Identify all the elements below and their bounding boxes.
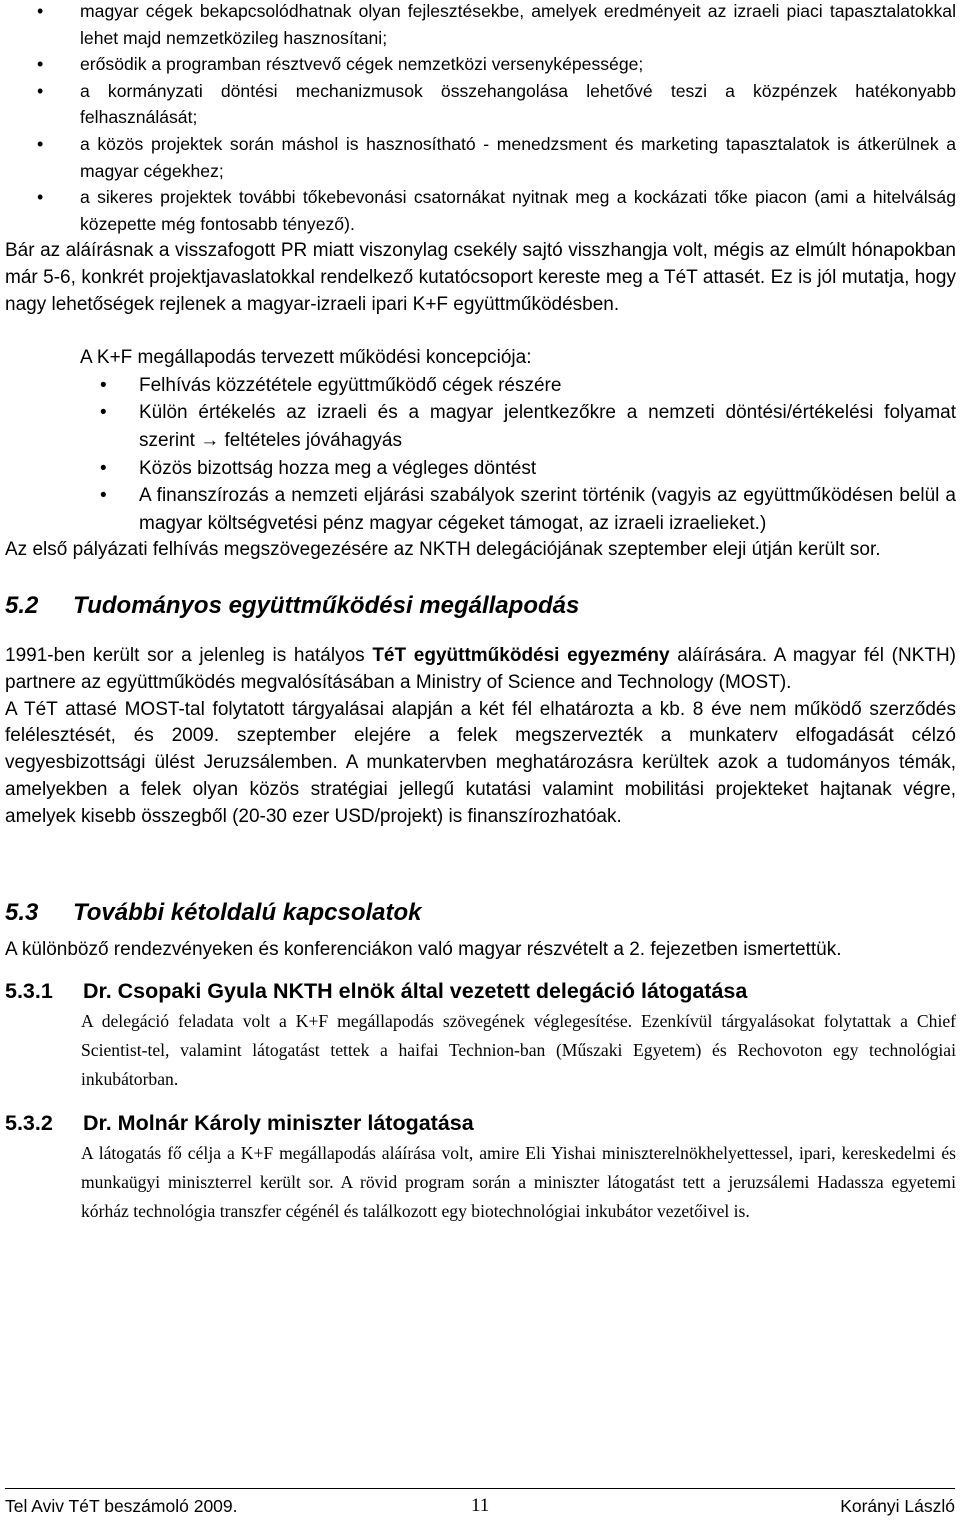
section-heading-5-3: 5.3 További kétoldalú kapcsolatok xyxy=(5,898,422,926)
concept-block xyxy=(5,344,956,538)
paragraph: A különböző rendezvényeken és konferenciákon való magyar részvételt a 2. fejezetben ismertettük. xyxy=(5,938,842,960)
list-item: • a sikeres projektek további tőkebevonási csatornákat nyitnak meg a kockázati tőke piacon (ami a hitelválság közepette még fontosabb tényező). xyxy=(5,184,956,237)
concept-list xyxy=(80,372,956,538)
list-item: • a közös projektek során máshol is hasznosítható - menedzsment és marketing tapasztalatok is átkerülnek a magyar cégekhez; xyxy=(5,131,956,184)
list-item: • A finanszírozás a nemzeti eljárási szabályok szerint történik (vagyis az együttműködésen belül a magyar költségvetési pénz magyar cégeket támogat, az izraeli izraelieket.) xyxy=(80,482,956,537)
footer-title: Tel Aviv TéT beszámoló 2009. xyxy=(5,1496,238,1516)
bullet-icon: • xyxy=(100,485,107,507)
section-heading-5-2: 5.2 Tudományos együttműködési megállapodás xyxy=(5,592,580,620)
bullet-icon: • xyxy=(37,187,44,208)
list-item: • erősödik a programban résztvevő cégek nemzetközi versenyképessége; xyxy=(5,51,956,78)
paragraph: A TéT attasé MOST-tal folytatott tárgyalásai alapján a két fél elhatározta a kb. 8 éve nem működő szerződés felélesztését, és 2009. szeptember elejére a felek megszervezték a munkaterv elfogadását célzó vegyesbizottsági ülést Jeruzsálemben. A munkatervben meghatározásra kerültek azok a tudományos témák, amelyekben a felek olyan közös stratégiai jellegű kutatási valamint mobilitási projekteket hajtanak végre, amelyek kisebb összegből (20-30 ezer USD/projekt) is finanszírozhatóak. xyxy=(5,698,956,827)
paragraph: Bár az aláírásnak a visszafogott PR miatt viszonylag csekély sajtó visszhangja volt, mégis az elmúlt hónapokban már 5-6, konkrét projektjavaslatokkal rendelkező kutatócsoport kereste meg a TéT attasét. Ez is jól mutatja, hogy nagy lehetőségek rejlenek a magyar-izraeli ipari K+F együttműködésben. xyxy=(5,240,956,315)
page-footer xyxy=(5,1488,955,1516)
paragraph: A látogatás fő célja a K+F megállapodás aláírása volt, amire Eli Yishai miniszterelnökhelyettessel, ipari, kereskedelmi és munkaügyi miniszterrel került sor. A rövid program során a miniszter látogatást tett a jeruzsálemi Hadassza egyetemi kórház technológia transzfer cégénél és találkozott egy biotechnológiai inkubátor vezetőivel is. xyxy=(81,1143,956,1222)
bullet-icon: • xyxy=(37,1,44,21)
paragraph: A delegáció feladata volt a K+F megállapodás szövegének véglegesítése. Ezenkívül tárgyalásokat folytattak a Chief Scientist-tel, valamint látogatást tettek a haifai Technion-ban (Műszaki Egyetem) és Rechovoton egy technológiai inkubátorban. xyxy=(81,1011,956,1090)
bullet-icon: • xyxy=(100,457,107,479)
arrow-icon: → xyxy=(200,429,220,451)
list-item: • Felhívás közzététele együttműködő cégek részére xyxy=(80,372,956,400)
list-item: • magyar cégek bekapcsolódhatnak olyan fejlesztésekbe, amelyek eredményeit az izraeli piaci tapasztalatokkal lehet majd nemzetközileg hasznosítani; xyxy=(5,0,956,51)
footer-author: Korányi László xyxy=(840,1496,955,1516)
section-heading-5-3-2: 5.3.2 Dr. Molnár Károly miniszter látogatása xyxy=(5,1111,474,1136)
bullet-icon: • xyxy=(100,374,107,396)
bullet-icon: • xyxy=(100,402,107,424)
bullet-icon: • xyxy=(37,133,44,154)
section-heading-5-3-1: 5.3.1 Dr. Csopaki Gyula NKTH elnök által vezetett delegáció látogatása xyxy=(5,979,748,1004)
benefits-list xyxy=(5,0,956,237)
list-item: • Közös bizottság hozza meg a végleges döntést xyxy=(80,455,956,483)
concept-lead: A K+F megállapodás tervezett működési koncepciója: xyxy=(80,346,532,368)
paragraph: 1991-ben került sor a jelenleg is hatályos TéT együttműködési egyezmény aláírására. A magyar fél (NKTH) partnere az együttműködés megvalósításában a Ministry of Science and Technology (MOST). xyxy=(5,645,957,693)
paragraph: Az első pályázati felhívás megszövegezésére az NKTH delegációjának szeptember eleji útján került sor. xyxy=(5,539,881,561)
list-item: • a kormányzati döntési mechanizmusok összehangolása lehetővé teszi a közpénzek hatékonyabb felhasználását; xyxy=(5,78,956,131)
page-number: 11 xyxy=(471,1495,490,1516)
list-item: • Külön értékelés az izraeli és a magyar jelentkezőkre a nemzeti döntési/értékelési folyamat szerint → feltételes jóváhagyás xyxy=(80,399,956,454)
bullet-icon: • xyxy=(37,80,44,101)
bullet-icon: • xyxy=(37,54,44,75)
